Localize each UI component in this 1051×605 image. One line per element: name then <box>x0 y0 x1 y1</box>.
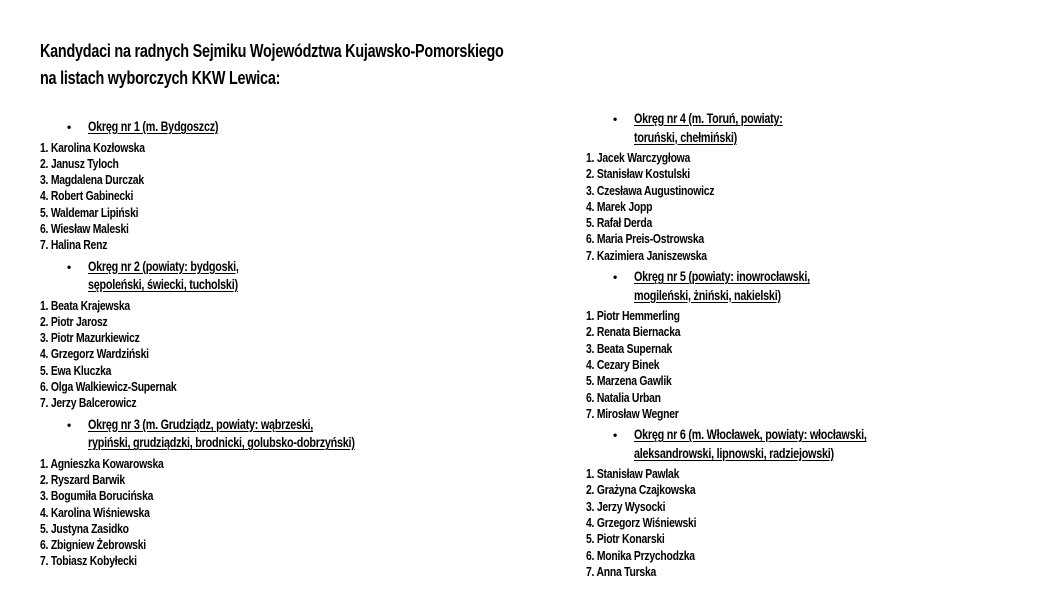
candidate-item: 7. Kazimiera Janiszewska <box>586 247 707 263</box>
candidate-item: 6. Zbigniew Żebrowski <box>40 537 146 553</box>
candidate-item: 2. Grażyna Czajkowska <box>586 482 696 498</box>
candidate-item: 4. Grzegorz Wiśniewski <box>586 515 697 531</box>
candidate-item: 5. Ewa Kluczka <box>40 362 112 378</box>
page-title-line: na listach wyborczych KKW Lewica: <box>40 68 281 88</box>
candidate-item: 3. Czesława Augustinowicz <box>586 182 715 198</box>
candidate-item: 4. Robert Gabinecki <box>40 188 134 204</box>
district-heading-line: mogileński, żniński, nakielski) <box>634 287 781 303</box>
candidate-item: 7. Tobiasz Kobyłecki <box>40 553 137 569</box>
candidate-item: 4. Marek Jopp <box>586 198 653 214</box>
candidate-item: 3. Piotr Mazurkiewicz <box>40 330 140 346</box>
district-heading <box>586 426 1046 463</box>
candidate-item: 1. Jacek Warczygłowa <box>586 150 691 165</box>
candidate-item: 1. Karolina Kozłowska <box>40 139 145 155</box>
candidate-item: 6. Natalia Urban <box>586 389 661 405</box>
candidate-item: 5. Waldemar Lipiński <box>40 204 139 220</box>
candidate-item: 1. Agnieszka Kowarowska <box>40 455 164 471</box>
district-heading-line: rypiński, grudziądzki, brodnicki, golubsko-dobrzyński) <box>88 435 355 451</box>
candidate-item: 2. Janusz Tyloch <box>40 155 119 171</box>
candidate-item: 3. Beata Supernak <box>586 340 673 356</box>
district-heading-line: Okręg nr 3 (m. Grudziądz, powiaty: wąbrzeski, <box>88 416 314 432</box>
candidate-item: 4. Grzegorz Wardziński <box>40 346 149 362</box>
district-heading-line: aleksandrowski, lipnowski, radziejowski) <box>634 445 834 461</box>
candidate-item: 3. Jerzy Wysocki <box>586 498 666 514</box>
bullet-icon: • <box>67 120 72 134</box>
district-heading-line: Okręg nr 4 (m. Toruń, powiaty: <box>634 111 783 126</box>
candidate-item: 2. Stanisław Kostulski <box>586 166 690 182</box>
candidate-item: 3. Magdalena Durczak <box>40 172 144 188</box>
district-heading-line: toruński, chełmiński) <box>634 129 737 145</box>
page-title-line: Kandydaci na radnych Sejmiku Województwa Kujawsko-Pomorskiego <box>40 41 504 61</box>
candidate-column-left <box>40 114 500 570</box>
district-heading-line: Okręg nr 5 (powiaty: inowrocławski, <box>634 269 810 285</box>
candidate-item: 4. Karolina Wiśniewska <box>40 504 150 520</box>
candidate-item: 1. Beata Krajewska <box>40 297 130 313</box>
district-heading-line: Okręg nr 2 (powiaty: bydgoski, <box>88 258 239 274</box>
candidate-item: 7. Mirosław Wegner <box>586 405 679 421</box>
candidate-item: 2. Ryszard Barwik <box>40 471 125 487</box>
district-heading <box>40 118 500 137</box>
page-title <box>40 38 620 92</box>
candidate-item: 6. Maria Preis-Ostrowska <box>586 231 704 247</box>
district-heading-line: Okręg nr 6 (m. Włocławek, powiaty: włocławski, <box>634 427 867 443</box>
candidate-item: 2. Piotr Jarosz <box>40 313 108 329</box>
candidate-item: 2. Renata Biernacka <box>586 324 681 340</box>
candidate-item: 1. Stanisław Pawlak <box>586 466 680 482</box>
bullet-icon: • <box>613 428 618 443</box>
candidate-item: 5. Marzena Gawlik <box>586 373 672 389</box>
candidate-item: 6. Wiesław Maleski <box>40 220 129 236</box>
candidate-item: 1. Piotr Hemmerling <box>586 308 680 324</box>
candidate-item: 7. Anna Turska <box>586 563 657 579</box>
candidate-item: 7. Jerzy Balcerowicz <box>40 395 137 411</box>
candidate-item: 3. Bogumiła Borucińska <box>40 488 154 504</box>
district-heading <box>586 110 1046 147</box>
bullet-icon: • <box>613 270 618 285</box>
district-heading <box>40 258 500 295</box>
district-heading-line: Okręg nr 1 (m. Bydgoszcz) <box>88 119 219 134</box>
candidate-item: 6. Monika Przychodzka <box>586 547 695 563</box>
district-heading <box>40 416 500 453</box>
district-heading-line: sępoleński, świecki, tucholski) <box>88 277 238 293</box>
candidate-item: 5. Justyna Zasidko <box>40 520 129 536</box>
candidate-item: 5. Piotr Konarski <box>586 531 665 547</box>
candidate-item: 6. Olga Walkiewicz-Supernak <box>40 379 177 395</box>
bullet-icon: • <box>67 417 72 432</box>
bullet-icon: • <box>67 259 72 274</box>
district-heading <box>586 268 1046 305</box>
candidate-column-right <box>586 106 1046 580</box>
bullet-icon: • <box>613 112 618 126</box>
candidate-item: 4. Cezary Binek <box>586 356 660 372</box>
candidate-item: 7. Halina Renz <box>40 237 108 253</box>
candidate-item: 5. Rafał Derda <box>586 215 653 231</box>
